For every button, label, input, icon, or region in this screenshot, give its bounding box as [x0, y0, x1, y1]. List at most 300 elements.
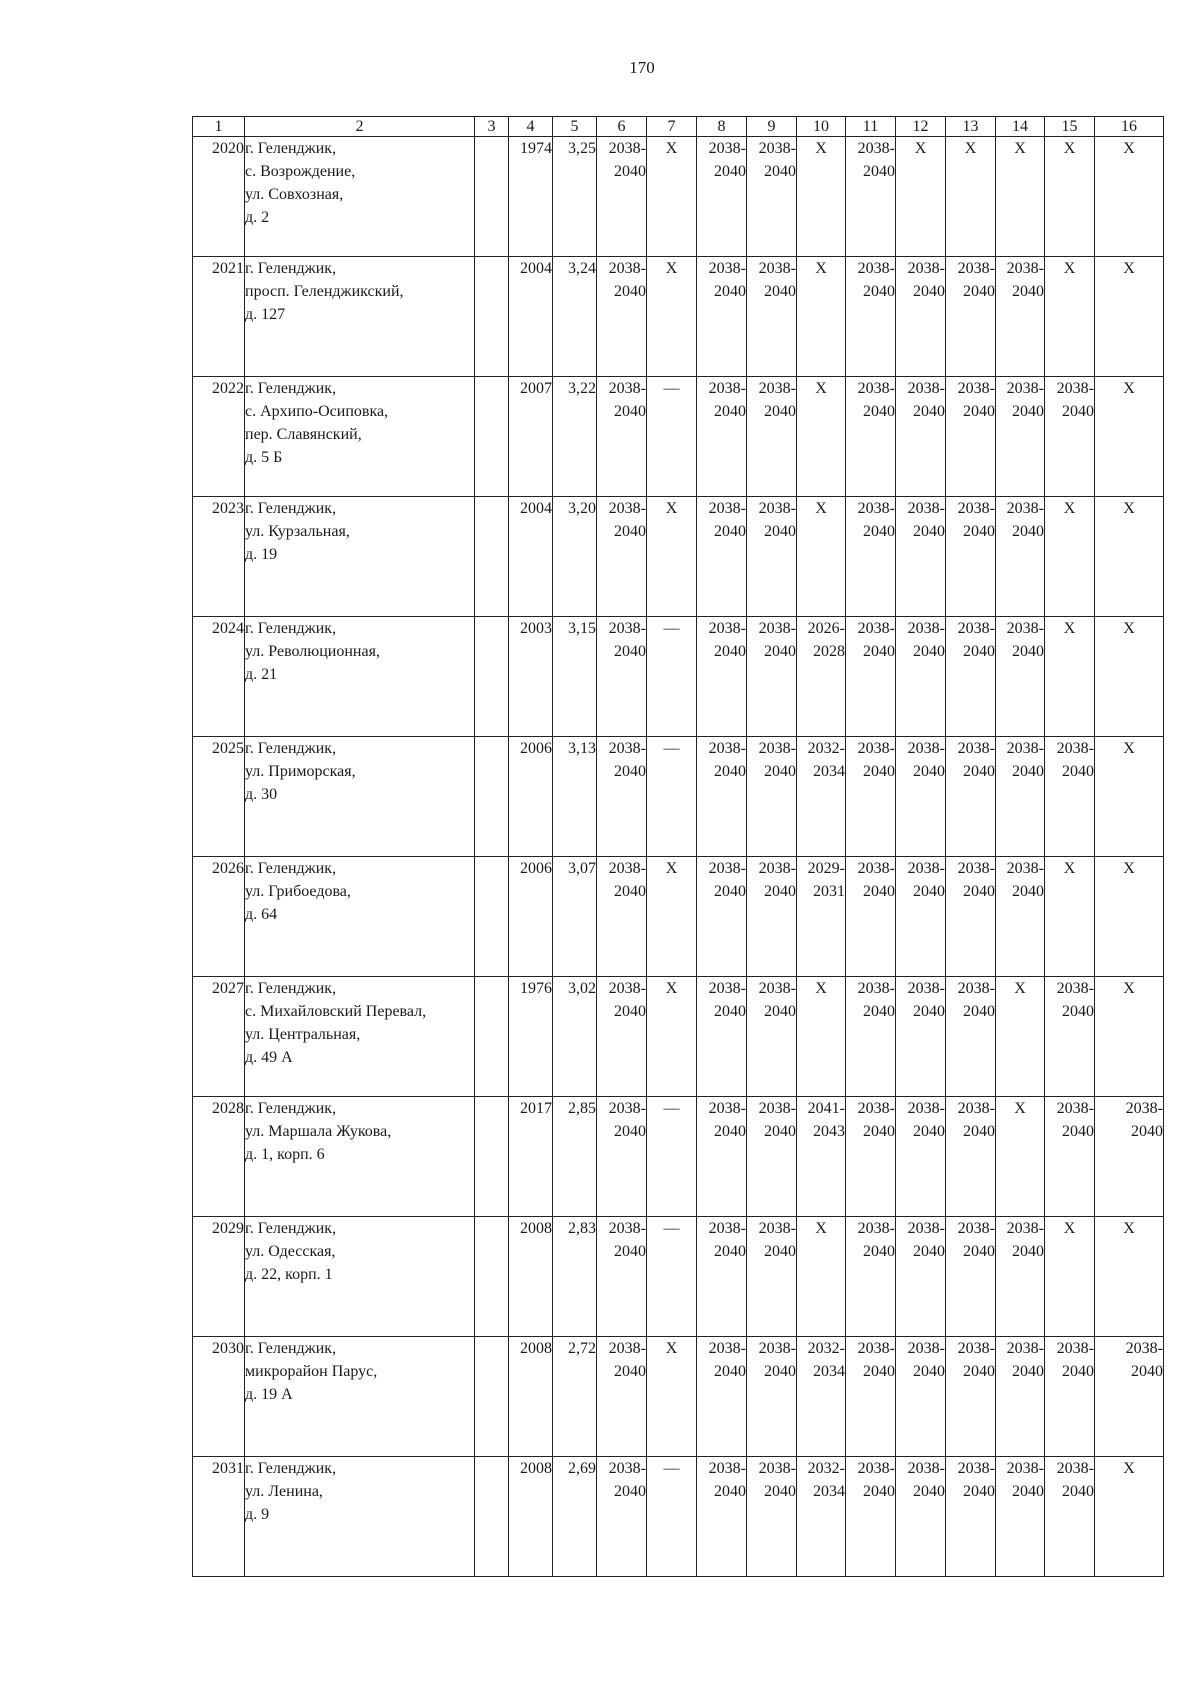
address-line: ул. Революционная,	[245, 643, 380, 660]
period-cell-col-13	[946, 857, 996, 977]
period-cell-col-16: X	[1095, 617, 1164, 737]
period-end: 2040	[1012, 403, 1044, 420]
table-row	[193, 1457, 1164, 1577]
period-start: 2038-	[857, 1100, 895, 1117]
period-end: 2040	[1062, 1123, 1094, 1140]
col3-cell	[475, 857, 509, 977]
period-cell-col-16	[1095, 1337, 1164, 1457]
period-end: 2034	[813, 1483, 845, 1500]
header-cell-col-4: 4	[509, 117, 553, 137]
row-number-cell: 2021	[193, 257, 245, 377]
period-start: 2038-	[1056, 380, 1094, 397]
period-end: 2040	[863, 1363, 895, 1380]
period-start: 2038-	[758, 260, 796, 277]
period-start: 2038-	[907, 1100, 945, 1117]
period-cell-col-15	[1045, 1457, 1095, 1577]
period-start: 2038-	[1006, 740, 1044, 757]
period-cell-col-13	[946, 737, 996, 857]
period-cell-col-7: —	[647, 1457, 697, 1577]
value-cell: 3,24	[553, 257, 597, 377]
period-end: 2040	[614, 1483, 646, 1500]
period-start: 2038-	[708, 1220, 746, 1237]
period-cell-col-15	[1045, 1097, 1095, 1217]
value-cell: 3,07	[553, 857, 597, 977]
address-line: д. 49 А	[245, 1049, 293, 1066]
period-cell-col-14: X	[996, 1097, 1045, 1217]
period-cell-col-14	[996, 257, 1045, 377]
period-start: 2038-	[758, 380, 796, 397]
col3-cell	[475, 1097, 509, 1217]
period-end: 2040	[1131, 1123, 1163, 1140]
period-cell-col-7: X	[647, 497, 697, 617]
period-end: 2040	[1062, 1483, 1094, 1500]
period-cell-col-11	[846, 617, 896, 737]
period-start: 2038-	[708, 1460, 746, 1477]
period-end: 2040	[614, 283, 646, 300]
address-cell	[245, 1217, 475, 1337]
period-end: 2040	[764, 283, 796, 300]
year-cell: 2004	[509, 257, 553, 377]
table-row	[193, 737, 1164, 857]
period-cell-col-9	[747, 1217, 797, 1337]
period-cell-col-15: X	[1045, 137, 1095, 257]
period-cell-col-16: X	[1095, 257, 1164, 377]
period-cell-col-11	[846, 1097, 896, 1217]
period-start: 2038-	[758, 140, 796, 157]
address-cell	[245, 137, 475, 257]
period-cell-col-7: X	[647, 857, 697, 977]
period-cell-col-11	[846, 377, 896, 497]
header-cell-col-12: 12	[896, 117, 946, 137]
period-cell-col-13	[946, 497, 996, 617]
period-cell-col-14	[996, 617, 1045, 737]
period-cell-col-15	[1045, 977, 1095, 1097]
period-start: 2038-	[608, 260, 646, 277]
period-start: 2038-	[1056, 1340, 1094, 1357]
period-start: 2038-	[608, 1340, 646, 1357]
period-end: 2040	[913, 283, 945, 300]
period-end: 2040	[913, 643, 945, 660]
address-line: ул. Центральная,	[245, 1026, 361, 1043]
value-cell: 2,83	[553, 1217, 597, 1337]
period-cell-col-8	[697, 977, 747, 1097]
period-end: 2040	[1062, 1003, 1094, 1020]
period-end: 2040	[614, 1243, 646, 1260]
period-start: 2038-	[1125, 1100, 1163, 1117]
period-cell-col-8	[697, 737, 747, 857]
period-end: 2040	[963, 1123, 995, 1140]
period-start: 2038-	[758, 620, 796, 637]
period-start: 2038-	[708, 1340, 746, 1357]
address-line: ул. Маршала Жукова,	[245, 1123, 392, 1140]
period-start: 2032-	[807, 740, 845, 757]
period-cell-col-6	[597, 497, 647, 617]
period-cell-col-16: X	[1095, 1457, 1164, 1577]
value-cell: 2,72	[553, 1337, 597, 1457]
period-end: 2040	[764, 643, 796, 660]
address-line: г. Геленджик,	[245, 980, 337, 997]
address-cell	[245, 737, 475, 857]
col3-cell	[475, 977, 509, 1097]
period-end: 2040	[714, 283, 746, 300]
period-cell-col-9	[747, 617, 797, 737]
period-start: 2038-	[608, 1100, 646, 1117]
period-start: 2038-	[608, 1460, 646, 1477]
period-cell-col-9	[747, 257, 797, 377]
period-start: 2038-	[857, 860, 895, 877]
period-end: 2040	[963, 1363, 995, 1380]
period-cell-col-9	[747, 1457, 797, 1577]
period-cell-col-13	[946, 1457, 996, 1577]
period-start: 2038-	[857, 1340, 895, 1357]
address-cell	[245, 1337, 475, 1457]
period-end: 2040	[963, 403, 995, 420]
period-cell-col-13	[946, 977, 996, 1097]
period-cell-col-7: X	[647, 1337, 697, 1457]
address-line: ул. Приморская,	[245, 763, 356, 780]
period-end: 2040	[764, 763, 796, 780]
period-end: 2040	[963, 1003, 995, 1020]
row-number-cell: 2029	[193, 1217, 245, 1337]
period-start: 2038-	[708, 980, 746, 997]
period-end: 2040	[614, 1003, 646, 1020]
period-cell-col-8	[697, 1337, 747, 1457]
header-cell-col-15: 15	[1045, 117, 1095, 137]
col3-cell	[475, 377, 509, 497]
period-end: 2040	[614, 1363, 646, 1380]
period-end: 2040	[764, 883, 796, 900]
address-line: г. Геленджик,	[245, 740, 337, 757]
period-start: 2026-	[807, 620, 845, 637]
period-end: 2040	[714, 643, 746, 660]
period-cell-col-7: —	[647, 1217, 697, 1337]
period-start: 2038-	[758, 1340, 796, 1357]
period-start: 2038-	[957, 980, 995, 997]
period-end: 2040	[913, 1003, 945, 1020]
period-cell-col-8	[697, 857, 747, 977]
period-end: 2040	[863, 283, 895, 300]
period-end: 2040	[963, 1483, 995, 1500]
period-end: 2040	[1062, 403, 1094, 420]
period-end: 2040	[1012, 763, 1044, 780]
period-cell-col-6	[597, 977, 647, 1097]
period-start: 2038-	[857, 260, 895, 277]
table-row	[193, 377, 1164, 497]
period-end: 2040	[863, 1123, 895, 1140]
address-line: д. 19 А	[245, 1386, 293, 1403]
address-cell	[245, 977, 475, 1097]
period-end: 2040	[963, 643, 995, 660]
period-end: 2040	[764, 403, 796, 420]
period-cell-col-7: —	[647, 617, 697, 737]
address-line: с. Михайловский Перевал,	[245, 1003, 427, 1020]
period-end: 2040	[764, 1003, 796, 1020]
col3-cell	[475, 257, 509, 377]
period-end: 2040	[913, 523, 945, 540]
period-start: 2038-	[957, 620, 995, 637]
period-cell-col-13	[946, 1337, 996, 1457]
period-start: 2038-	[1006, 260, 1044, 277]
address-line: с. Возрождение,	[245, 163, 356, 180]
period-cell-col-6	[597, 1457, 647, 1577]
period-end: 2040	[863, 763, 895, 780]
period-end: 2040	[714, 1123, 746, 1140]
period-cell-col-16: X	[1095, 857, 1164, 977]
period-cell-col-8	[697, 257, 747, 377]
address-line: ул. Курзальная,	[245, 523, 350, 540]
period-cell-col-9	[747, 377, 797, 497]
period-cell-col-15	[1045, 737, 1095, 857]
row-number-cell: 2025	[193, 737, 245, 857]
period-end: 2040	[614, 403, 646, 420]
period-cell-col-12	[896, 497, 946, 617]
period-cell-col-7: —	[647, 1097, 697, 1217]
period-end: 2040	[1062, 763, 1094, 780]
address-line: г. Геленджик,	[245, 1100, 337, 1117]
period-end: 2040	[1012, 883, 1044, 900]
period-cell-col-12	[896, 857, 946, 977]
period-cell-col-7: —	[647, 737, 697, 857]
address-line: д. 5 Б	[245, 449, 283, 466]
period-end: 2031	[813, 883, 845, 900]
table-row	[193, 257, 1164, 377]
period-start: 2038-	[957, 740, 995, 757]
period-end: 2040	[764, 1483, 796, 1500]
row-number-cell: 2020	[193, 137, 245, 257]
period-end: 2040	[913, 1483, 945, 1500]
period-start: 2032-	[807, 1460, 845, 1477]
period-end: 2040	[863, 403, 895, 420]
period-cell-col-12	[896, 1337, 946, 1457]
period-start: 2038-	[1125, 1340, 1163, 1357]
period-start: 2038-	[857, 620, 895, 637]
period-cell-col-8	[697, 1097, 747, 1217]
row-number-cell: 2023	[193, 497, 245, 617]
period-cell-col-13	[946, 1097, 996, 1217]
period-end: 2043	[813, 1123, 845, 1140]
year-cell: 2008	[509, 1457, 553, 1577]
period-end: 2040	[714, 1243, 746, 1260]
period-end: 2040	[1012, 523, 1044, 540]
value-cell: 3,02	[553, 977, 597, 1097]
period-end: 2040	[1062, 1363, 1094, 1380]
address-line: д. 127	[245, 306, 286, 323]
period-end: 2040	[913, 1363, 945, 1380]
period-cell-col-16: X	[1095, 737, 1164, 857]
address-line: д. 64	[245, 906, 278, 923]
value-cell: 3,13	[553, 737, 597, 857]
period-end: 2040	[863, 163, 895, 180]
period-cell-col-13	[946, 1217, 996, 1337]
period-cell-col-12: X	[896, 137, 946, 257]
period-end: 2040	[714, 163, 746, 180]
period-end: 2040	[963, 883, 995, 900]
period-cell-col-10: X	[797, 977, 846, 1097]
period-start: 2038-	[1056, 1460, 1094, 1477]
period-cell-col-15: X	[1045, 617, 1095, 737]
period-end: 2040	[1012, 643, 1044, 660]
period-cell-col-6	[597, 857, 647, 977]
period-cell-col-9	[747, 137, 797, 257]
period-cell-col-9	[747, 977, 797, 1097]
period-start: 2038-	[957, 500, 995, 517]
period-cell-col-9	[747, 857, 797, 977]
table-row	[193, 617, 1164, 737]
period-cell-col-14: X	[996, 137, 1045, 257]
period-cell-col-9	[747, 497, 797, 617]
address-line: ул. Ленина,	[245, 1483, 323, 1500]
col3-cell	[475, 137, 509, 257]
period-start: 2038-	[1006, 620, 1044, 637]
table-row	[193, 497, 1164, 617]
address-line: г. Геленджик,	[245, 1220, 337, 1237]
period-end: 2040	[714, 1483, 746, 1500]
period-cell-col-7: X	[647, 977, 697, 1097]
period-start: 2038-	[957, 1340, 995, 1357]
period-cell-col-11	[846, 1217, 896, 1337]
header-cell-col-1: 1	[193, 117, 245, 137]
header-cell-col-11: 11	[846, 117, 896, 137]
period-end: 2040	[863, 1483, 895, 1500]
period-start: 2038-	[608, 860, 646, 877]
period-end: 2040	[913, 883, 945, 900]
period-cell-col-15	[1045, 377, 1095, 497]
period-cell-col-10: X	[797, 257, 846, 377]
period-start: 2038-	[857, 380, 895, 397]
header-cell-col-6: 6	[597, 117, 647, 137]
period-cell-col-16: X	[1095, 1217, 1164, 1337]
period-start: 2038-	[907, 1340, 945, 1357]
address-line: с. Архипо-Осиповка,	[245, 403, 389, 420]
period-start: 2038-	[857, 980, 895, 997]
period-end: 2028	[813, 643, 845, 660]
period-end: 2040	[963, 1243, 995, 1260]
year-cell: 2007	[509, 377, 553, 497]
page-number: 170	[629, 58, 655, 77]
table-row	[193, 857, 1164, 977]
period-end: 2040	[614, 1123, 646, 1140]
address-line: д. 1, корп. 6	[245, 1146, 325, 1163]
address-line: г. Геленджик,	[245, 260, 337, 277]
period-start: 2038-	[1006, 1460, 1044, 1477]
period-end: 2040	[863, 1003, 895, 1020]
address-cell	[245, 1457, 475, 1577]
period-cell-col-6	[597, 1097, 647, 1217]
col3-cell	[475, 737, 509, 857]
col3-cell	[475, 1337, 509, 1457]
period-start: 2038-	[907, 1220, 945, 1237]
period-cell-col-14	[996, 377, 1045, 497]
period-end: 2040	[764, 163, 796, 180]
period-end: 2040	[963, 763, 995, 780]
period-cell-col-16: X	[1095, 497, 1164, 617]
period-cell-col-14: X	[996, 977, 1045, 1097]
row-number-cell: 2031	[193, 1457, 245, 1577]
period-start: 2038-	[957, 380, 995, 397]
period-start: 2038-	[608, 980, 646, 997]
period-cell-col-13	[946, 257, 996, 377]
period-start: 2032-	[807, 1340, 845, 1357]
period-cell-col-15: X	[1045, 257, 1095, 377]
period-cell-col-16	[1095, 1097, 1164, 1217]
period-start: 2038-	[907, 500, 945, 517]
period-cell-col-14	[996, 857, 1045, 977]
address-cell	[245, 377, 475, 497]
period-end: 2040	[614, 763, 646, 780]
period-cell-col-13	[946, 377, 996, 497]
period-end: 2040	[764, 1243, 796, 1260]
period-cell-col-16: X	[1095, 977, 1164, 1097]
period-cell-col-12	[896, 1457, 946, 1577]
address-line: г. Геленджик,	[245, 1340, 337, 1357]
period-end: 2040	[1012, 1363, 1044, 1380]
period-cell-col-8	[697, 497, 747, 617]
address-line: г. Геленджик,	[245, 860, 337, 877]
period-start: 2038-	[608, 140, 646, 157]
period-start: 2038-	[857, 1460, 895, 1477]
period-cell-col-9	[747, 1337, 797, 1457]
address-line: пер. Славянский,	[245, 426, 362, 443]
header-cell-col-13: 13	[946, 117, 996, 137]
header-cell-col-8: 8	[697, 117, 747, 137]
period-start: 2038-	[708, 500, 746, 517]
address-line: ул. Совхозная,	[245, 186, 344, 203]
period-cell-col-8	[697, 617, 747, 737]
period-start: 2038-	[608, 500, 646, 517]
address-line: ул. Грибоедова,	[245, 883, 351, 900]
period-end: 2040	[614, 163, 646, 180]
table-row	[193, 1097, 1164, 1217]
period-end: 2040	[913, 763, 945, 780]
year-cell: 2006	[509, 737, 553, 857]
period-end: 2040	[1131, 1363, 1163, 1380]
header-cell-col-5: 5	[553, 117, 597, 137]
address-line: д. 30	[245, 786, 278, 803]
period-end: 2040	[863, 523, 895, 540]
period-cell-col-11	[846, 137, 896, 257]
period-cell-col-6	[597, 617, 647, 737]
period-end: 2040	[764, 1363, 796, 1380]
period-cell-col-6	[597, 377, 647, 497]
period-cell-col-11	[846, 257, 896, 377]
period-cell-col-10	[797, 1097, 846, 1217]
period-cell-col-13: X	[946, 137, 996, 257]
row-number-cell: 2028	[193, 1097, 245, 1217]
period-cell-col-14	[996, 497, 1045, 617]
col3-cell	[475, 1457, 509, 1577]
period-cell-col-10	[797, 1457, 846, 1577]
period-start: 2038-	[758, 980, 796, 997]
year-cell: 2008	[509, 1337, 553, 1457]
period-cell-col-12	[896, 977, 946, 1097]
period-start: 2029-	[807, 860, 845, 877]
value-cell: 2,69	[553, 1457, 597, 1577]
period-start: 2038-	[907, 620, 945, 637]
address-cell	[245, 497, 475, 617]
value-cell: 3,25	[553, 137, 597, 257]
address-line: г. Геленджик,	[245, 380, 337, 397]
period-end: 2040	[614, 643, 646, 660]
period-cell-col-9	[747, 1097, 797, 1217]
period-cell-col-14	[996, 1337, 1045, 1457]
period-end: 2040	[714, 883, 746, 900]
period-end: 2040	[714, 1363, 746, 1380]
year-cell: 1976	[509, 977, 553, 1097]
period-cell-col-14	[996, 737, 1045, 857]
period-cell-col-14	[996, 1217, 1045, 1337]
header-cell-col-7: 7	[647, 117, 697, 137]
period-start: 2038-	[758, 1100, 796, 1117]
